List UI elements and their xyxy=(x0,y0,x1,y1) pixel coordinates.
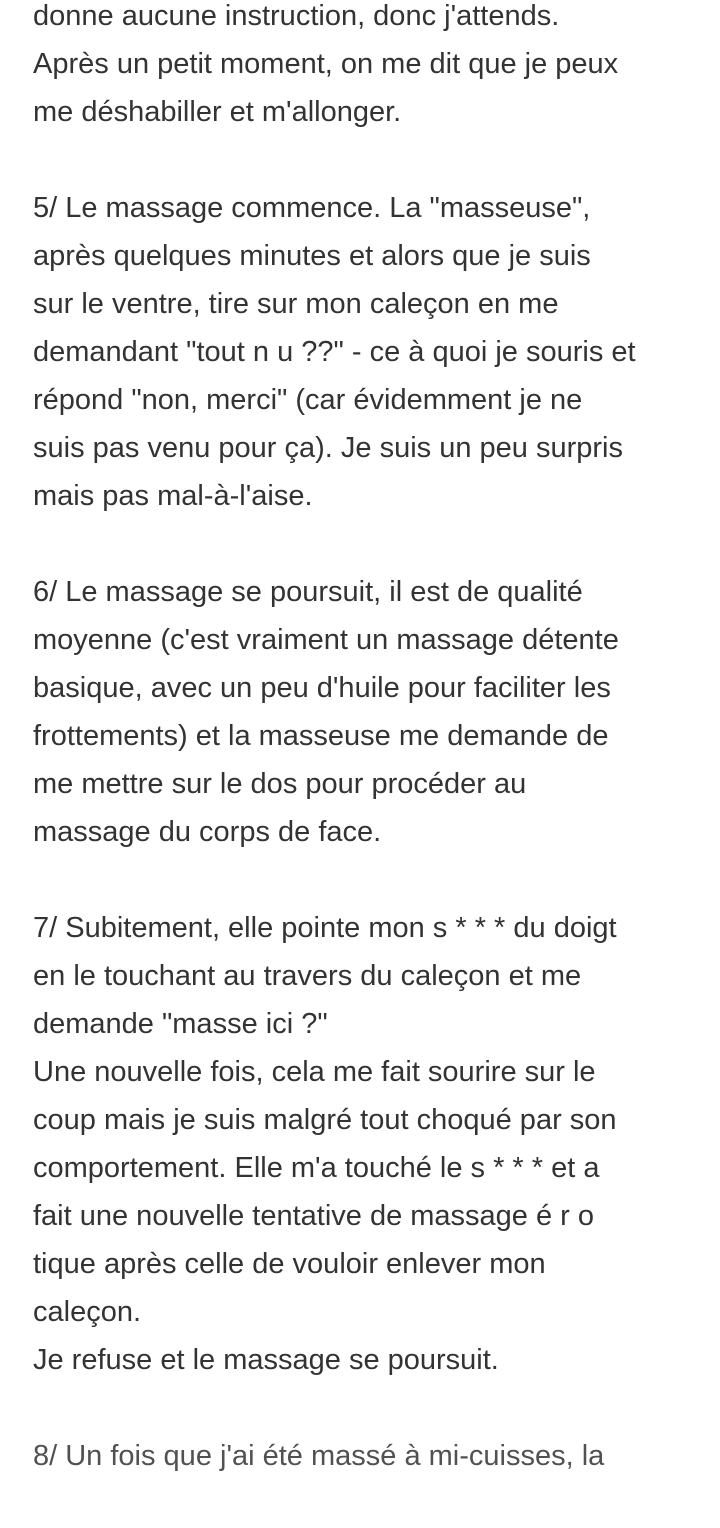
text-line: fait une nouvelle tentative de massage é r o xyxy=(33,1200,595,1232)
text-line: frottements) et la masseuse me demande de xyxy=(33,720,609,752)
text-line: caleçon. xyxy=(33,1296,142,1328)
paragraph-step-7 xyxy=(33,904,703,1384)
text-line: suis pas venu pour ça). Je suis un peu surpris xyxy=(33,432,623,464)
text-line: mais pas mal-à-l'aise. xyxy=(33,480,313,512)
text-line: sur le ventre, tire sur mon caleçon en me xyxy=(33,288,559,320)
text-line: massage du corps de face. xyxy=(33,816,382,848)
paragraph-intro xyxy=(33,0,703,136)
text-line-cut-off: 8/ Un fois que j'ai été massé à mi-cuisses, la xyxy=(33,1440,605,1472)
text-line: basique, avec un peu d'huile pour faciliter les xyxy=(33,672,611,704)
paragraph-step-5 xyxy=(33,184,703,520)
text-line: me déshabiller et m'allonger. xyxy=(33,96,402,128)
text-line: comportement. Elle m'a touché le s * * * et a xyxy=(33,1152,600,1184)
text-line: 5/ Le massage commence. La "masseuse", xyxy=(33,192,591,224)
article-body xyxy=(33,0,703,1528)
text-line: donne aucune instruction, donc j'attends. xyxy=(33,0,560,32)
paragraph-step-8-partial xyxy=(33,1432,703,1480)
text-line: me mettre sur le dos pour procéder au xyxy=(33,768,527,800)
text-line: tique après celle de vouloir enlever mon xyxy=(33,1248,546,1280)
paragraph-step-6 xyxy=(33,568,703,856)
text-line: moyenne (c'est vraiment un massage détente xyxy=(33,624,619,656)
text-line: en le touchant au travers du caleçon et me xyxy=(33,960,582,992)
text-line: Une nouvelle fois, cela me fait sourire sur le xyxy=(33,1056,596,1088)
text-line: 6/ Le massage se poursuit, il est de qualité xyxy=(33,576,583,608)
text-line: Après un petit moment, on me dit que je peux xyxy=(33,48,619,80)
text-line: demandant "tout n u ??" - ce à quoi je souris et xyxy=(33,336,636,368)
text-line: demande "masse ici ?" xyxy=(33,1008,328,1040)
text-line: Je refuse et le massage se poursuit. xyxy=(33,1344,499,1376)
text-line: coup mais je suis malgré tout choqué par son xyxy=(33,1104,617,1136)
text-line: après quelques minutes et alors que je suis xyxy=(33,240,591,272)
text-line: 7/ Subitement, elle pointe mon s * * * du doigt xyxy=(33,912,617,944)
text-line: répond "non, merci" (car évidemment je ne xyxy=(33,384,583,416)
